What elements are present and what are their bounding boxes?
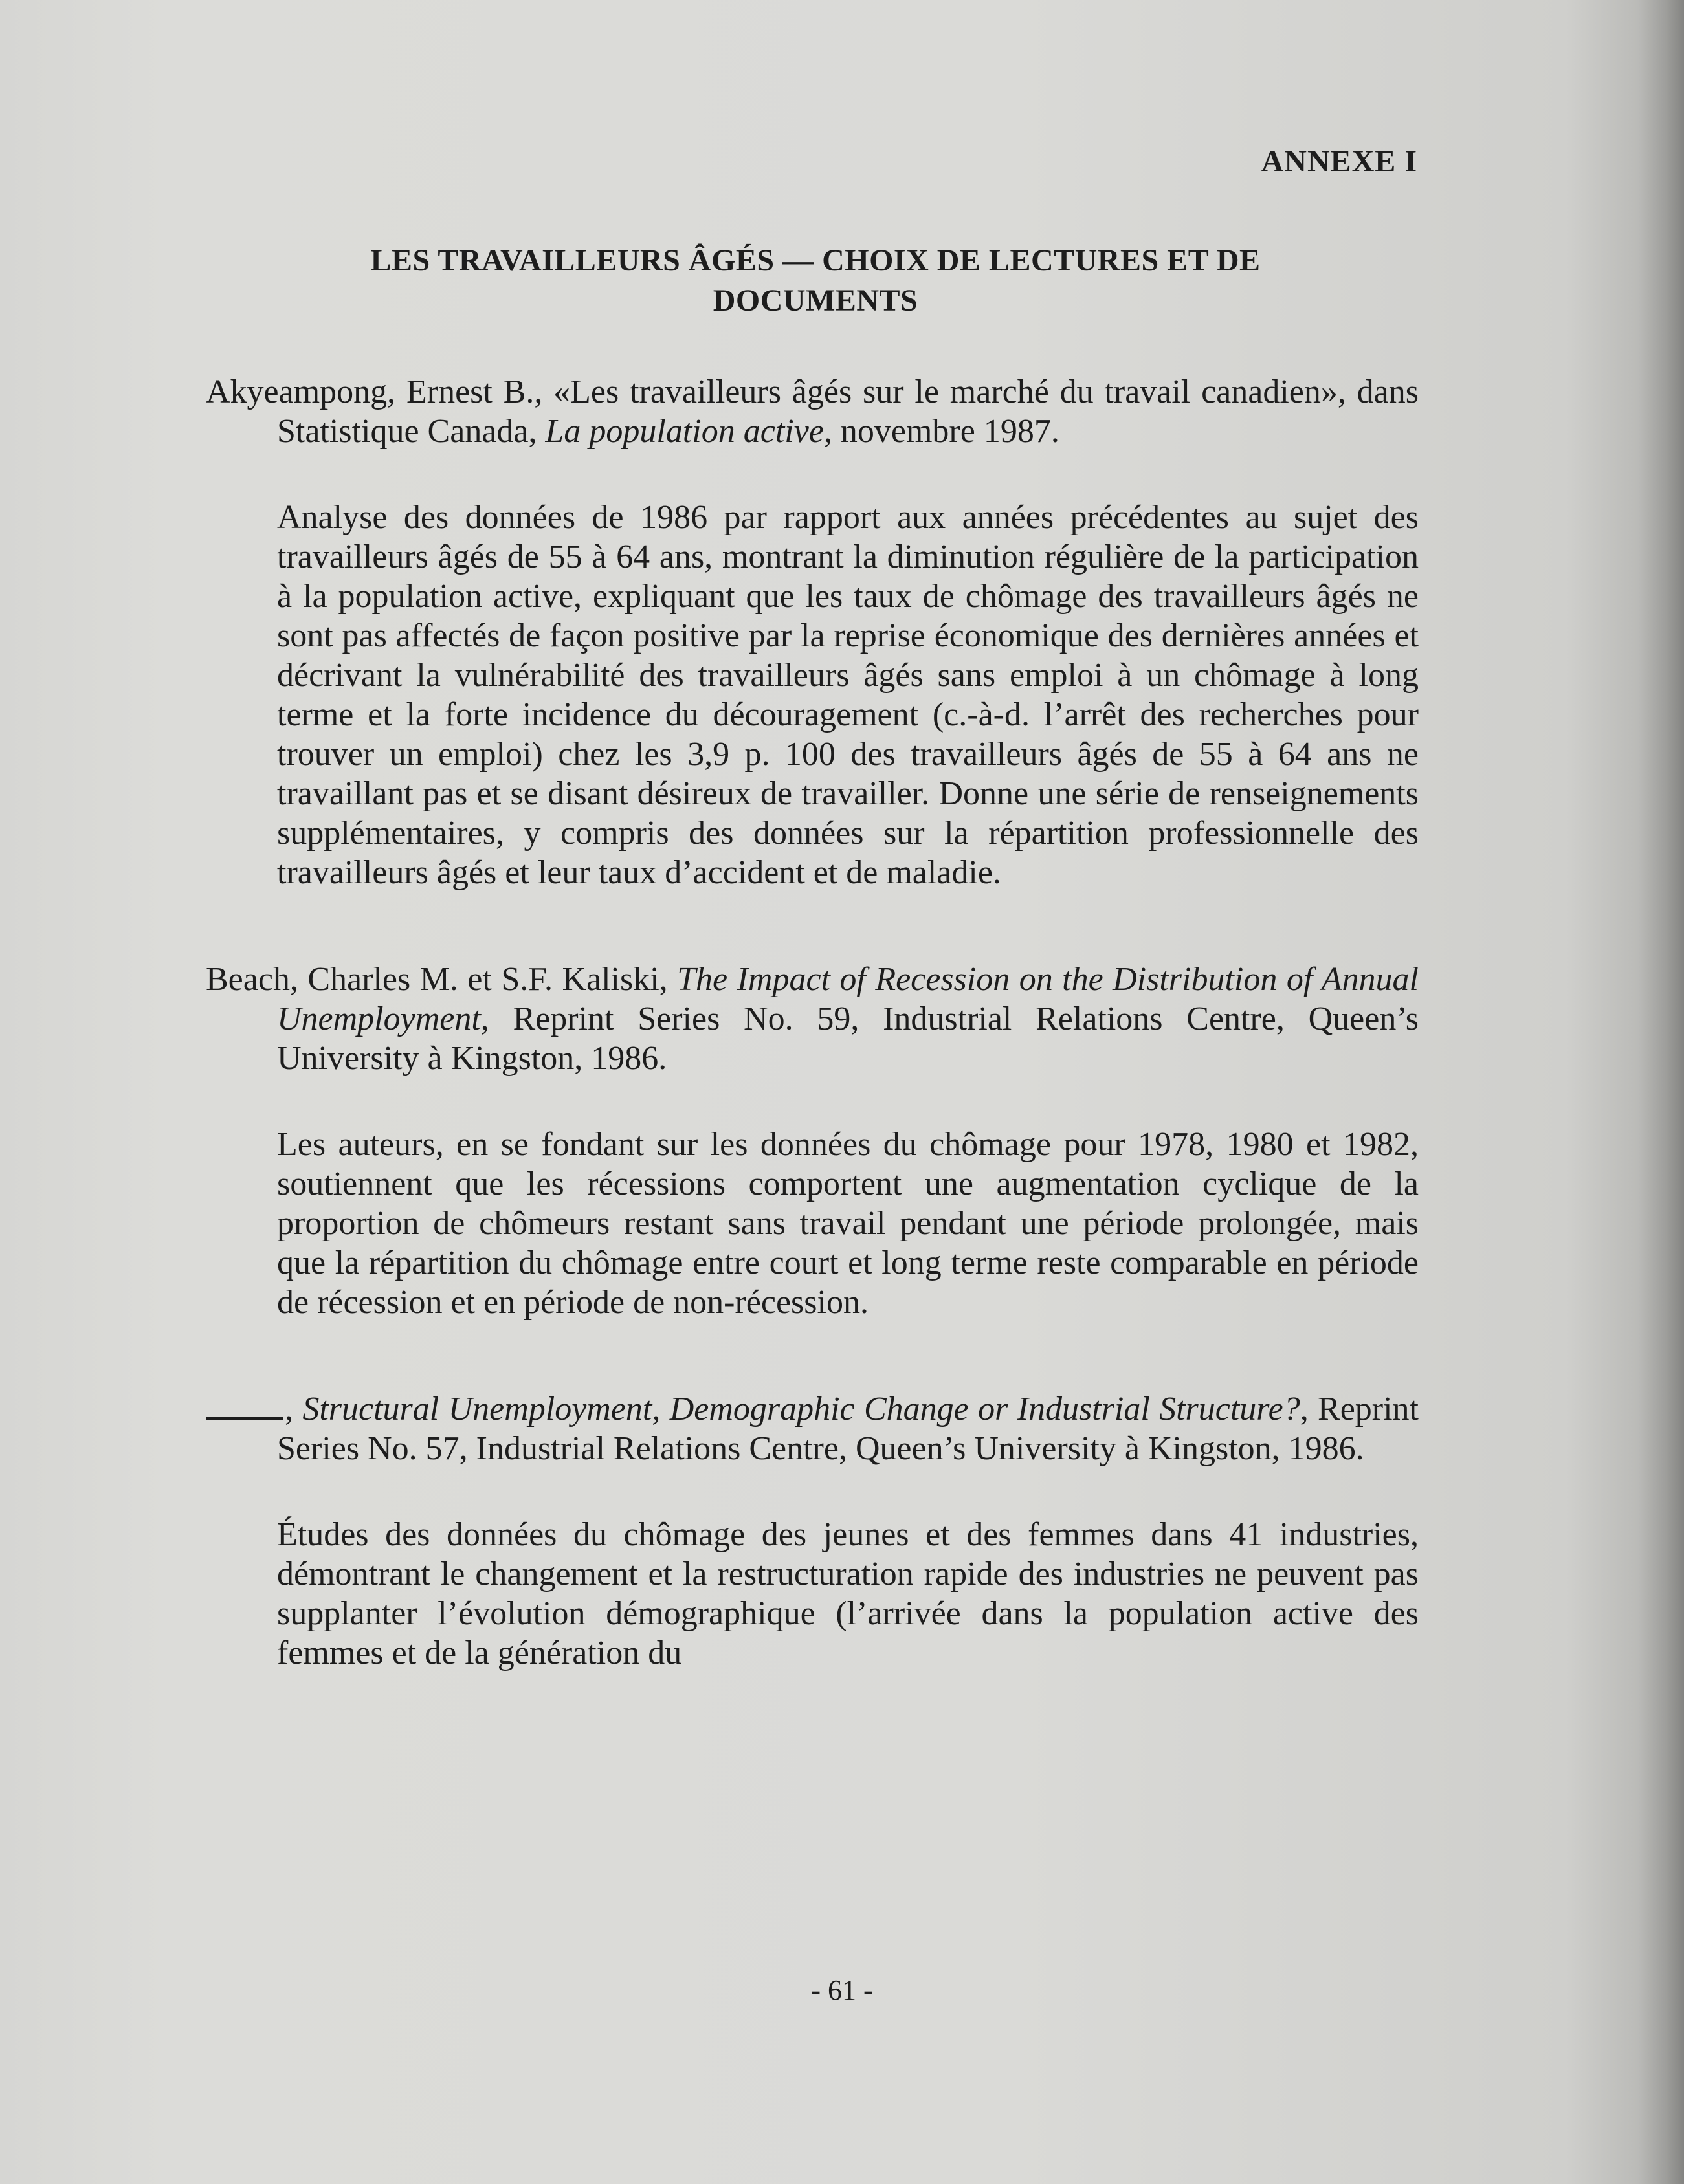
citation-text: «Les travailleurs âgés sur le marché du travail canadien», dans Statistique Canada, xyxy=(277,373,1419,450)
citation-title: La population active xyxy=(545,413,824,450)
bibliography-entry xyxy=(206,960,1419,1322)
citation xyxy=(206,372,1419,451)
entry-summary: Analyse des données de 1986 par rapport aux années précédentes au sujet des travailleurs âgés de 55 à 64 ans, montrant la diminution régulière de la participation à la population active, expliquant que les taux de chômage des travailleurs âgés ne sont pas affectés de façon positive par la reprise économique des dernières années et décrivant la vulnérabilité des travailleurs âgés sans emploi à un chômage à long terme et la forte incidence du découragement (c.-à-d. l’arrêt des recherches pour trouver un emploi) chez les 3,9 p. 100 des travailleurs âgés de 55 à 64 ans ne travaillant pas et se disant désireux de travailler. Donne une série de renseignements supplémentaires, y compris des données sur la répartition professionnelle des travailleurs âgés et leur taux d’accident et de maladie. xyxy=(277,499,1419,891)
citation-details: , novembre 1987. xyxy=(823,413,1059,450)
citation-author: , xyxy=(285,1391,293,1428)
entry-summary: Études des données du chômage des jeunes et des femmes dans 41 industries, démontrant le changement et la restructuration rapide des industries ne peuvent pas supplanter l’évolution démographique (l’arrivée dans la population active des femmes et de la génération du xyxy=(277,1516,1419,1671)
citation-details: , Reprint Series No. 57, Industrial Relations Centre, Queen’s University à Kingston, 1986. xyxy=(277,1391,1419,1467)
citation-text xyxy=(668,961,677,998)
citation-details: , Reprint Series No. 59, Industrial Relations Centre, Queen’s University à Kingston, 1986. xyxy=(277,1000,1419,1077)
page-edge-shadow xyxy=(1639,0,1684,2184)
annexe-label: ANNEXE I xyxy=(1261,144,1417,179)
citation-title: Structural Unemployment, Demographic Change or Industrial Structure? xyxy=(302,1391,1300,1428)
bibliography-list xyxy=(206,372,1419,1696)
title-line-1: LES TRAVAILLEURS ÂGÉS — CHOIX DE LECTURES ET DE xyxy=(370,243,1261,278)
citation-text xyxy=(293,1391,302,1428)
bibliography-entry xyxy=(206,1389,1419,1673)
citation xyxy=(206,960,1419,1078)
page-number: - 61 - xyxy=(811,1974,873,2006)
entry-summary: Les auteurs, en se fondant sur les données du chômage pour 1978, 1980 et 1982, soutiennent que les récessions comportent une augmentation cyclique de la proportion de chômeurs restant sans travail pendant une période prolongée, mais que la répartition du chômage entre court et long terme reste comparable en période de récession et en période de non-récession. xyxy=(277,1126,1419,1321)
bibliography-entry xyxy=(206,372,1419,892)
same-author-dash xyxy=(206,1417,283,1420)
citation-author: Beach, Charles M. et S.F. Kaliski, xyxy=(206,961,668,998)
citation xyxy=(206,1389,1419,1468)
page-title xyxy=(207,241,1424,321)
title-line-2: DOCUMENTS xyxy=(713,283,918,318)
citation-author: Akyeampong, Ernest B., xyxy=(206,373,543,410)
citation-title: The Impact of Recession on the Distribution of Annual Unemployment xyxy=(277,961,1419,1037)
